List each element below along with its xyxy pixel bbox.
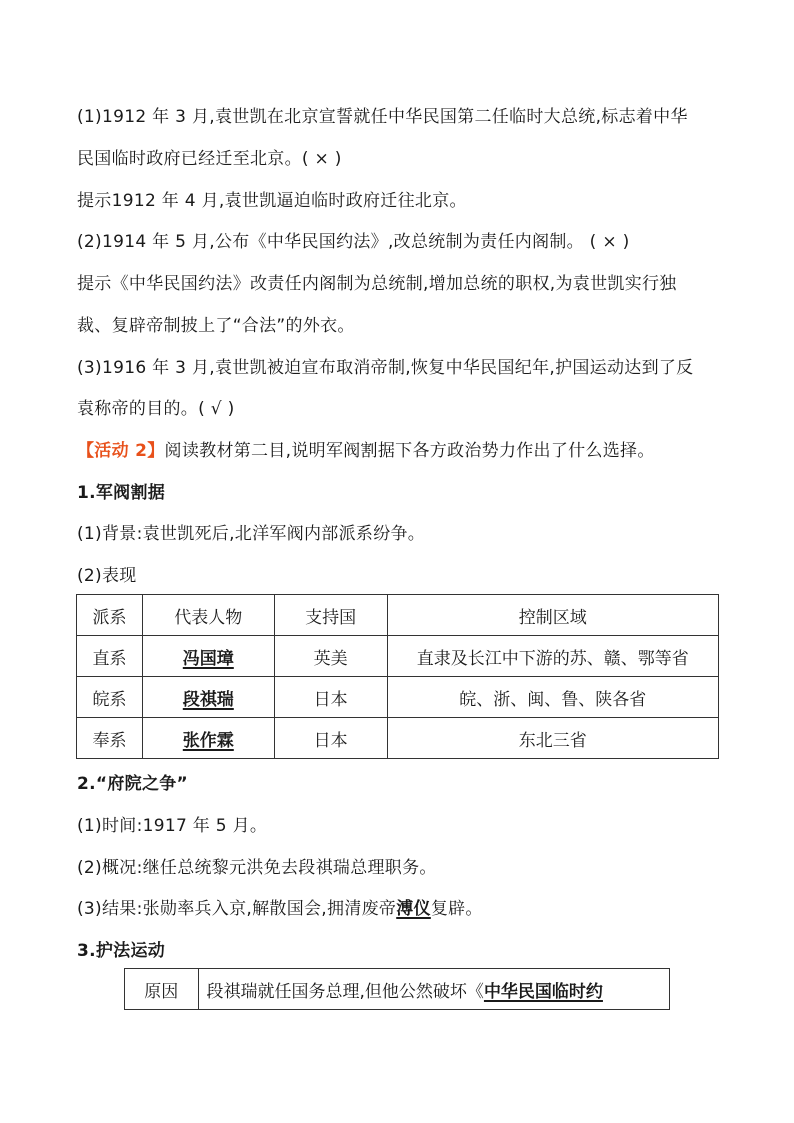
text-line: 裁、复辟帝制披上了“合法”的外衣。 [77, 316, 355, 336]
table-cell [198, 969, 669, 1010]
text-line: (1)时间:1917 年 5 月。 [77, 816, 268, 836]
answer-underlined: 张作霖 [182, 730, 234, 751]
table-cell [142, 677, 274, 718]
text-line: 民国临时政府已经迁至北京。( × ) [77, 149, 342, 169]
text-line: (1)背景:袁世凯死后,北洋军阀内部派系纷争。 [77, 524, 426, 544]
table-cell: 东北三省 [387, 718, 718, 759]
text-line: 提示1912 年 4 月,袁世凯逼迫临时政府迁往北京。 [77, 191, 467, 211]
text-line: 提示《中华民国约法》改责任内阁制为总统制,增加总统的职权,为袁世凯实行独 [77, 274, 677, 294]
table-header-cell: 控制区域 [387, 595, 718, 636]
result-text: (3)结果:张勋率兵入京,解散国会,拥清废帝 [77, 899, 397, 919]
table-cell: 直隶及长江中下游的苏、赣、鄂等省 [387, 636, 718, 677]
table-header-cell: 支持国 [274, 595, 387, 636]
text-line: (2)1914 年 5 月,公布《中华民国约法》,改总统制为责任内阁制。 ( × ) [77, 232, 630, 252]
table-cell [142, 636, 274, 677]
table-cell: 英美 [274, 636, 387, 677]
table-row [125, 969, 670, 1010]
table-cell: 日本 [274, 718, 387, 759]
text-line: 袁称帝的目的。( √ ) [77, 399, 235, 419]
warlord-table [76, 594, 719, 759]
reason-text: 段祺瑞就任国务总理,但他公然破坏《 [206, 981, 484, 1002]
activity-text: 阅读教材第二目,说明军阀割据下各方政治势力作出了什么选择。 [164, 441, 655, 461]
table-cell: 直系 [77, 636, 143, 677]
table-cell: 奉系 [77, 718, 143, 759]
section-heading: 1.军阀割据 [77, 483, 166, 503]
table-header-cell: 派系 [77, 595, 143, 636]
table-row [77, 718, 719, 759]
text-line [77, 897, 483, 921]
answer-underlined: 中华民国临时约 [483, 981, 603, 1002]
answer-underlined: 冯国璋 [182, 648, 234, 669]
table-row [77, 636, 719, 677]
table-header-row [77, 595, 719, 636]
text-line: (2)表现 [77, 566, 137, 586]
text-line: (1)1912 年 3 月,袁世凯在北京宣誓就任中华民国第二任临时大总统,标志着中华 [77, 107, 688, 127]
result-text-end: 复辟。 [430, 899, 483, 919]
text-line: (3)1916 年 3 月,袁世凯被迫宣布取消帝制,恢复中华民国纪年,护国运动达到了反 [77, 358, 694, 378]
table-cell: 日本 [274, 677, 387, 718]
constitution-protection-table [124, 968, 670, 1010]
table-row [77, 677, 719, 718]
activity-line [77, 439, 655, 463]
table-cell: 皖系 [77, 677, 143, 718]
table-cell: 皖、浙、闽、鲁、陕各省 [387, 677, 718, 718]
answer-underlined: 段祺瑞 [182, 689, 234, 710]
table-cell: 原因 [125, 969, 199, 1010]
section-heading: 2.“府院之争” [77, 774, 189, 794]
text-line: (2)概况:继任总统黎元洪免去段祺瑞总理职务。 [77, 858, 437, 878]
table-header-cell: 代表人物 [142, 595, 274, 636]
table-cell [142, 718, 274, 759]
activity-tag: 【活动 2】 [77, 441, 165, 461]
answer-underlined: 溥仪 [396, 899, 431, 919]
section-heading: 3.护法运动 [77, 941, 166, 961]
